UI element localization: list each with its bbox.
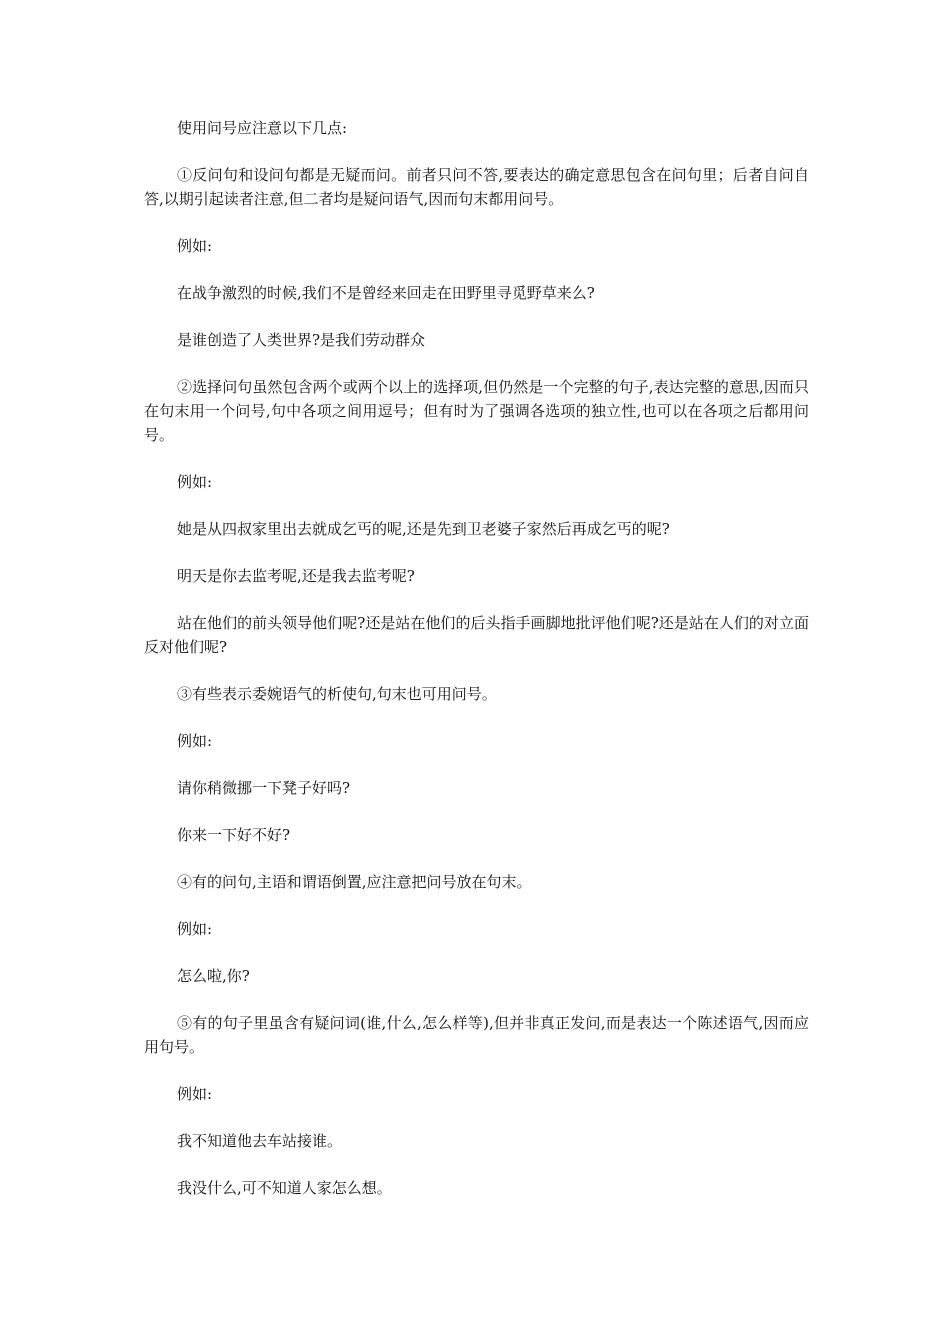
paragraph-rule-4: ④有的问句,主语和谓语倒置,应注意把问号放在句末。 xyxy=(177,873,532,891)
paragraph-example: 请你稍微挪一下凳子好吗? xyxy=(177,779,351,797)
paragraph-example: 你来一下好不好? xyxy=(177,826,291,844)
paragraph-example: 明天是你去监考呢,还是我去监考呢? xyxy=(177,567,415,585)
paragraph-example-label: 例如: xyxy=(177,1085,213,1103)
paragraph-example: 她是从四叔家里出去就成乞丐的呢,还是先到卫老婆子家然后再成乞丐的呢? xyxy=(177,520,670,538)
paragraph-example: 是谁创造了人类世界?是我们劳动群众 xyxy=(177,331,426,349)
paragraph-example: 我不知道他去车站接谁。 xyxy=(177,1132,343,1150)
paragraph-example: 怎么啦,你? xyxy=(177,967,250,985)
paragraph-rule-3: ③有些表示委婉语气的析使句,句末也可用问号。 xyxy=(177,685,497,703)
paragraph-example: 在战争激烈的时候,我们不是曾经来回走在田野里寻觅野草来么? xyxy=(177,284,595,302)
paragraph-rule-5: ⑤有的句子里虽含有疑问词(谁,什么,怎么样等),但并非真正发问,而是表达一个陈述语气,因而应用句号。 xyxy=(144,1014,809,1056)
paragraph-example-label: 例如: xyxy=(177,732,213,750)
paragraph-example: 站在他们的前头领导他们呢?还是站在他们的后头指手画脚地批评他们呢?还是站在人们的对立面反对他们呢? xyxy=(144,614,809,656)
paragraph-example-label: 例如: xyxy=(177,473,213,491)
paragraph-rule-1: ①反问句和设问句都是无疑而问。前者只问不答,要表达的确定意思包含在问句里；后者自问自答,以期引起读者注意,但二者均是疑问语气,因而句末都用问号。 xyxy=(144,166,809,208)
document-body xyxy=(144,116,809,1223)
paragraph-rule-2: ②选择问句虽然包含两个或两个以上的选择项,但仍然是一个完整的句子,表达完整的意思,因而只在句末用一个问号,句中各项之间用逗号；但有时为了强调各选项的独立性,也可以在各项之后都用问号。 xyxy=(144,378,809,444)
paragraph-example-label: 例如: xyxy=(177,920,213,938)
paragraph-example-label: 例如: xyxy=(177,237,213,255)
paragraph-intro: 使用问号应注意以下几点: xyxy=(177,119,348,137)
paragraph-example: 我没什么,可不知道人家怎么想。 xyxy=(177,1179,392,1197)
